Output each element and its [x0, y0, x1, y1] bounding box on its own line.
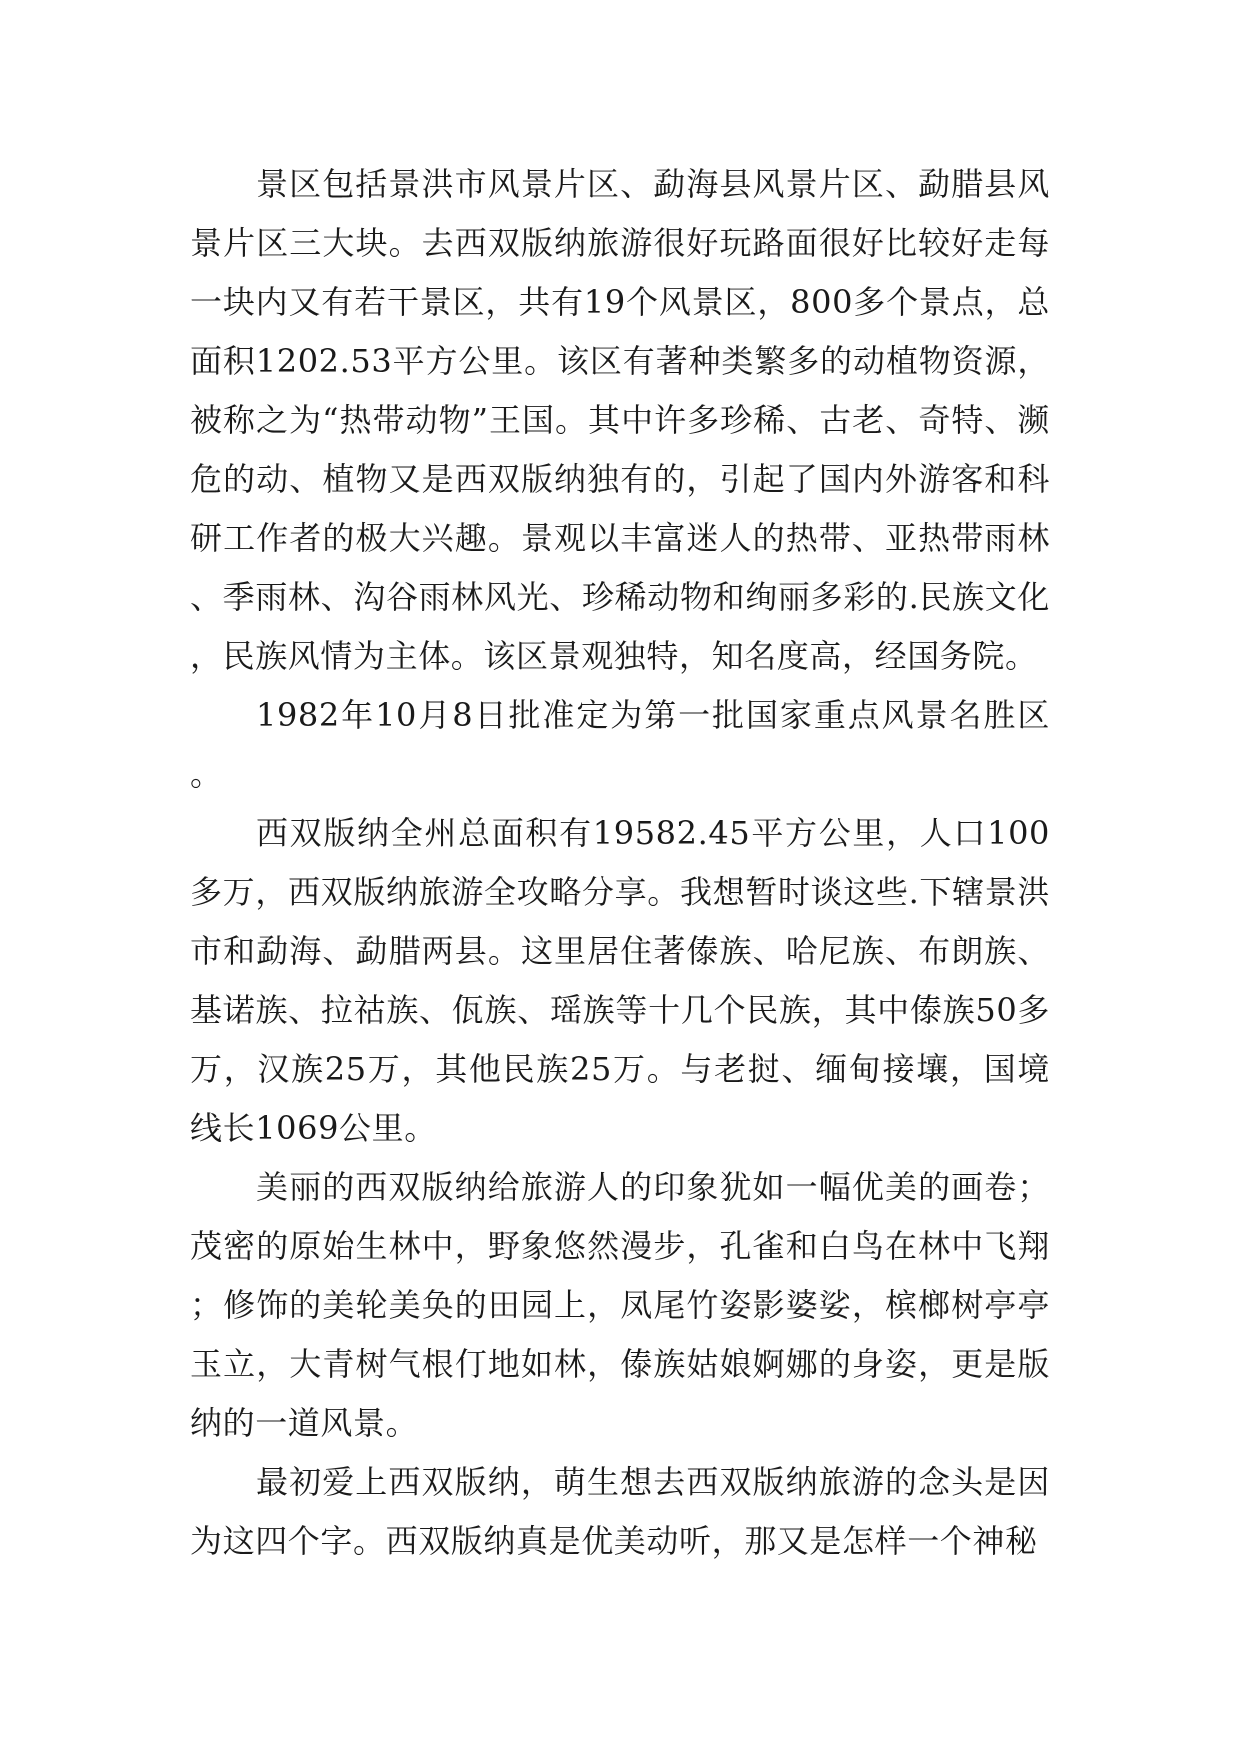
- paragraph-prefecture-overview: 西双版纳全州总面积有19582.45平方公里，人口100多万，西双版纳旅游全攻略分享。我想暂时谈这些.下辖景洪市和勐海、勐腊两县。这里居住著傣族、哈尼族、布朗族、基诺族、拉祜族、佤族、瑶族等十几个民族，其中傣族50多万，汉族25万，其他民族25万。与老挝、缅甸接壤，国境线长1069公里。: [190, 814, 1050, 1147]
- paragraph-scenery-impression: 美丽的西双版纳给旅游人的印象犹如一幅优美的画卷；茂密的原始生林中，野象悠然漫步，孔雀和白鸟在林中飞翔；修饰的美轮美奂的田园上，凤尾竹姿影婆娑，槟榔树亭亭玉立，大青树气根仃地如林，傣族姑娘婀娜的身姿，更是版纳的一道风景。: [190, 1168, 1050, 1442]
- document-body: [190, 155, 1050, 1571]
- paragraph-first-love: 最初爱上西双版纳，萌生想去西双版纳旅游的念头是因为这四个字。西双版纳真是优美动听，那又是怎样一个神秘: [190, 1463, 1050, 1560]
- paragraph-approval-date: 1982年10月8日批准定为第一批国家重点风景名胜区。: [190, 696, 1050, 793]
- paragraph-scenic-areas: 景区包括景洪市风景片区、勐海县风景片区、勐腊县风景片区三大块。去西双版纳旅游很好玩路面很好比较好走每一块内又有若干景区，共有19个风景区，800多个景点，总面积1202.53平方公里。该区有著种类繁多的动植物资源，被称之为“热带动物”王国。其中许多珍稀、古老、奇特、濒危的动、植物又是西双版纳独有的，引起了国内外游客和科研工作者的极大兴趣。景观以丰富迷人的热带、亚热带雨林、季雨林、沟谷雨林风光、珍稀动物和绚丽多彩的.民族文化，民族风情为主体。该区景观独特，知名度高，经国务院。: [190, 165, 1050, 675]
